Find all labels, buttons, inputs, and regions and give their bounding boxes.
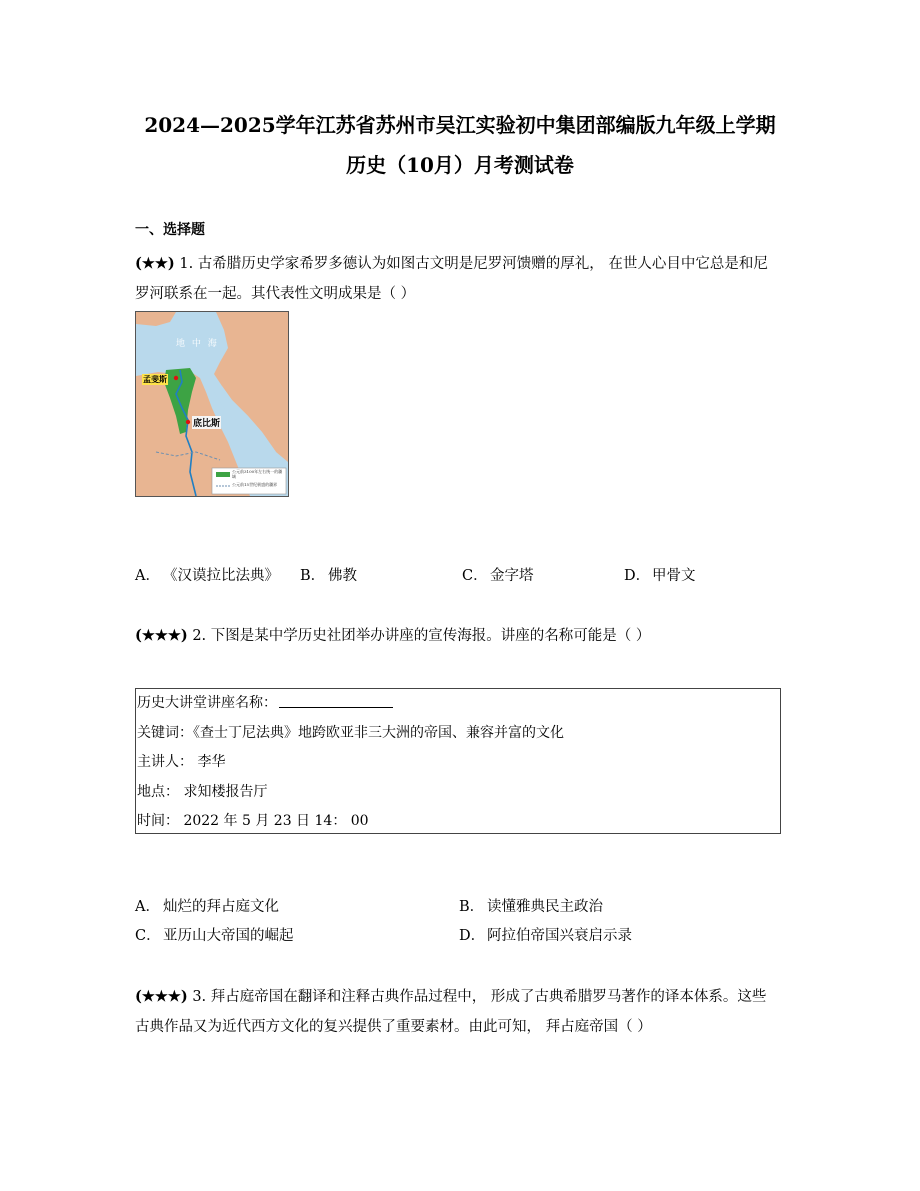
- poster-line-keywords: 关键词：《查士丁尼法典》地跨欧亚非三大洲的帝国、兼容并富的文化: [137, 724, 564, 741]
- doc-title-line2: 历史（10月）月考测试卷: [346, 153, 574, 177]
- lecture-poster: [135, 688, 781, 834]
- doc-title-line1: 2024—2025学年江苏省苏州市吴江实验初中集团部编版九年级上学期: [144, 113, 776, 137]
- q2-option-d[interactable]: D． 阿拉伯帝国兴衰启示录: [459, 928, 632, 944]
- q1-option-a[interactable]: A． 《汉谟拉比法典》: [135, 568, 279, 584]
- q1-option-d[interactable]: D． 甲骨文: [624, 568, 696, 584]
- difficulty-stars: (★★★): [135, 627, 188, 644]
- question-1-line1: 1. 古希腊历史学家希罗多德认为如图古文明是尼罗河馈赠的厚礼， 在世人心目中它总是和尼: [179, 256, 768, 272]
- answer-blank: [279, 693, 393, 708]
- q1-option-b[interactable]: B． 佛教: [300, 568, 357, 584]
- q2-option-b[interactable]: B． 读懂雅典民主政治: [459, 899, 603, 915]
- difficulty-stars: (★★★): [135, 988, 188, 1005]
- question-1-line2: 罗河联系在一起。其代表性文明成果是（ ）: [135, 286, 416, 302]
- nile-map: [135, 311, 289, 497]
- difficulty-stars: (★★): [135, 255, 175, 272]
- q2-option-a[interactable]: A． 灿烂的拜占庭文化: [135, 899, 279, 915]
- poster-line-time: 时间： 2022 年 5 月 23 日 14： 00: [137, 813, 369, 829]
- section-heading: 一、选择题: [135, 222, 205, 238]
- poster-line-location: 地点： 求知楼报告厅: [137, 783, 268, 800]
- question-3-line1: 3. 拜占庭帝国在翻译和注释古典作品过程中， 形成了古典希腊罗马著作的译本体系。这些: [192, 989, 767, 1005]
- map-city-thebes: 底比斯: [192, 416, 221, 429]
- question-3-text: [135, 982, 785, 1042]
- question-1-text: [135, 249, 785, 309]
- map-city-memphis: 孟斐斯: [143, 374, 167, 384]
- question-2-line1: 2. 下图是某中学历史社团举办讲座的宣传海报。讲座的名称可能是（ ）: [192, 628, 651, 644]
- poster-line-speaker: 主讲人： 李华: [137, 754, 226, 770]
- poster-line-title: 历史大讲堂讲座名称：: [137, 689, 780, 719]
- map-sea-label: 地 中 海: [176, 339, 219, 349]
- map-legend-1: 公元前3100年左右统一的疆域: [232, 469, 283, 479]
- question-3-line2: 古典作品又为近代西方文化的复兴提供了重要素材。由此可知， 拜占庭帝国（ ）: [135, 1019, 652, 1035]
- question-2-text: [135, 621, 785, 651]
- map-legend-2: 公元前15世纪极盛的疆界: [232, 482, 278, 487]
- q1-option-c[interactable]: C． 金字塔: [462, 568, 534, 584]
- q2-option-c[interactable]: C． 亚历山大帝国的崛起: [135, 928, 294, 944]
